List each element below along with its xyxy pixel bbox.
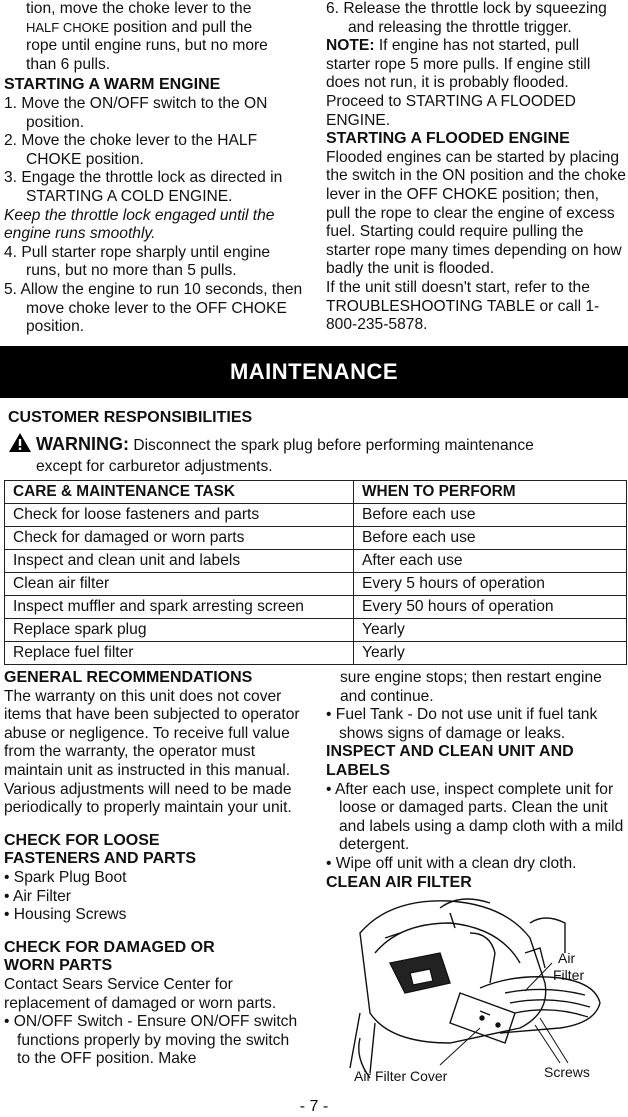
customer-section — [8, 409, 623, 477]
general-heading: GENERAL RECOMMENDATIONS — [4, 669, 253, 686]
list-item: • Housing Screws — [4, 906, 127, 924]
list-item: • After each use, inspect complete unit for loose or damaged parts. Clean the unit and labels using a damp cloth with a mild detergent. — [326, 780, 624, 854]
step-5: 5. Allow the engine to run 10 seconds, then move choke lever to the OFF CHOKE position. — [4, 280, 303, 336]
table-cell: Before each use — [354, 504, 627, 527]
table-cell: Check for loose fasteners and parts — [5, 504, 354, 527]
top-left-column — [4, 0, 304, 337]
table-row — [5, 596, 627, 619]
top-right-column — [326, 0, 626, 335]
step-4: 4. Pull starter rope sharply until engine runs, but no more than 5 pulls. — [4, 243, 271, 280]
table-row — [5, 642, 627, 665]
figure-label-cover: Air Filter Cover — [354, 1068, 448, 1084]
table-header-row — [5, 481, 627, 504]
maintenance-banner: MAINTENANCE — [0, 346, 628, 398]
damaged-text: Contact Sears Service Center for replacement of damaged or worn parts. — [4, 975, 277, 1012]
intro-line: rope until engine runs, but no more — [26, 37, 268, 55]
table-cell: Replace spark plug — [5, 619, 354, 642]
damaged-heading: WORN PARTS — [4, 957, 113, 975]
still-text: If the unit still doesn't start, refer to the TROUBLESHOOTING TABLE or call 1-800-235-5878. — [326, 278, 600, 334]
italic-note: Keep the throttle lock engaged until the engine runs smoothly. — [4, 206, 275, 243]
warning-label: WARNING: — [36, 433, 129, 454]
warning-text: Disconnect the spark plug before performing maintenance — [129, 436, 534, 454]
figure-label-filter: Filter — [553, 967, 585, 983]
continued-text: sure engine stops; then restart engine and continue. — [340, 669, 602, 705]
bottom-right-column — [326, 669, 626, 892]
list-item: • Spark Plug Boot — [4, 868, 127, 886]
list-item: • Air Filter — [4, 887, 71, 905]
step-2: 2. Move the choke lever to the HALF CHOKE position. — [4, 132, 258, 168]
list-item: • Fuel Tank - Do not use unit if fuel tank shows signs of damage or leaks. — [326, 706, 598, 742]
table-cell: Check for damaged or worn parts — [5, 527, 354, 550]
figure-label-screws: Screws — [544, 1064, 590, 1080]
table-header: WHEN TO PERFORM — [354, 481, 627, 504]
warning-icon — [8, 432, 32, 459]
warning-line — [8, 432, 623, 459]
table-row — [5, 573, 627, 596]
intro-line: HALF CHOKE position and pull the — [26, 18, 253, 36]
list-item: • Wipe off unit with a clean dry cloth. — [326, 854, 577, 872]
loose-heading: FASTENERS AND PARTS — [4, 850, 197, 868]
table-cell: Clean air filter — [5, 573, 354, 596]
maintenance-table — [4, 480, 627, 665]
table-cell: Every 5 hours of operation — [354, 573, 627, 596]
table-row — [5, 550, 627, 573]
flooded-engine-heading: STARTING A FLOODED ENGINE — [326, 130, 570, 148]
step-6: 6. Release the throttle lock by squeezing and releasing the throttle trigger. — [326, 0, 607, 36]
table-cell: Before each use — [354, 527, 627, 550]
table-cell: Replace fuel filter — [5, 642, 354, 665]
inspect-heading: INSPECT AND CLEAN UNIT AND — [326, 743, 574, 761]
intro-line: than 6 pulls. — [26, 55, 111, 73]
warm-engine-heading: STARTING A WARM ENGINE — [4, 76, 221, 94]
page-number: - 7 - — [299, 1098, 329, 1115]
table-row — [5, 504, 627, 527]
damaged-heading: CHECK FOR DAMAGED OR — [4, 938, 215, 956]
loose-heading: CHECK FOR LOOSE — [4, 831, 160, 849]
table-header: CARE & MAINTENANCE TASK — [5, 481, 354, 504]
list-item: • ON/OFF Switch - Ensure ON/OFF switch functions properly by moving the switch to the OFF position. Make — [4, 1013, 298, 1068]
intro-line: tion, move the choke lever to the — [26, 0, 252, 17]
step-3: 3. Engage the throttle lock as directed in STARTING A COLD ENGINE. — [4, 169, 283, 205]
table-row — [5, 527, 627, 550]
table-cell: After each use — [354, 550, 627, 573]
table-cell: Inspect muffler and spark arresting screen — [5, 596, 354, 619]
table-cell: Every 50 hours of operation — [354, 596, 627, 619]
warning-text-2: except for carburetor adjustments. — [36, 458, 273, 476]
note-paragraph — [326, 37, 626, 130]
clean-air-filter-heading: CLEAN AIR FILTER — [326, 873, 472, 891]
step-1: 1. Move the ON/OFF switch to the ON position. — [4, 94, 268, 131]
table-cell: Yearly — [354, 642, 627, 665]
air-filter-illustration — [330, 893, 626, 1088]
table-cell: Yearly — [354, 619, 627, 642]
customer-heading: CUSTOMER RESPONSIBILITIES — [8, 409, 253, 426]
table-cell: Inspect and clean unit and labels — [5, 550, 354, 573]
bottom-left-column — [4, 669, 304, 1069]
figure-label-air: Air — [558, 950, 576, 966]
inspect-heading: LABELS — [326, 761, 390, 779]
air-filter-figure — [330, 893, 626, 1088]
table-row — [5, 619, 627, 642]
note-text: If engine has not started, pull starter rope 5 more pulls. If engine still does not run, it is probably flooded. Proceed to STARTING A FLOODED ENGINE. — [326, 37, 591, 129]
note-label: NOTE: — [326, 37, 375, 55]
flooded-text: Flooded engines can be started by placing the switch in the ON position and the choke lever in the OFF CHOKE position; then, pull the rope to clear the engine of excess fuel. Starting could require pulling the starter rope many times depending on how badly the unit is flooded. — [326, 148, 626, 278]
general-text: The warranty on this unit does not cover items that have been subjected to operator abuse or negligence. To receive full value from the warranty, the operator must maintain unit as instructed in this manual. Various adjustments will need to be made periodically to properly maintain your unit. — [4, 687, 300, 817]
